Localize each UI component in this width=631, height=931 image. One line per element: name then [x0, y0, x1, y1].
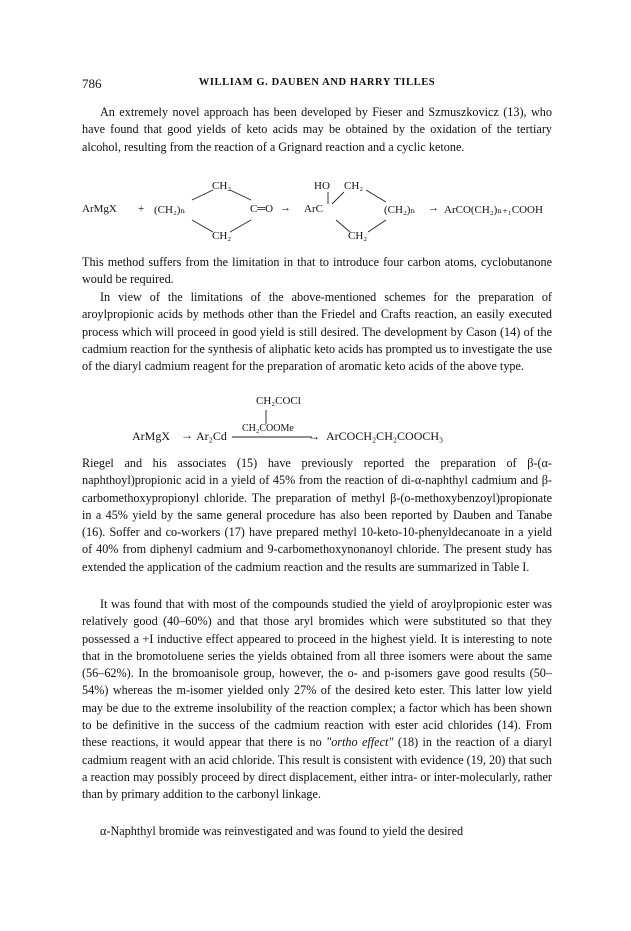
scheme1-product: ArCO(CH₂)ₙ₊₁COOH	[444, 204, 543, 216]
scheme1-arrow-1: →	[280, 202, 291, 214]
scheme1-ketone-bottom: CH₂	[212, 230, 232, 242]
scheme2-arrow-label: CH₂COOMe	[242, 423, 294, 434]
results-text-start: It was found that with most of the compounds studied the yield of aroylpropionic ester was relatively good (40–60%) and that those aryl bromides which were substituted so that they possessed a +I inductive effect appeared to proceed in the highest yield. It is interesting to note that in the bromotoluene series the yields obtained from all three isomers were about the same (56–62%). In the bromoanisole group, however, the o- and p-isomers gave good results (50–54%) whereas the m-isomer yielded only 27% of the desired keto ester. This latter low yield may be due to the extreme insolubility of the reaction complex; a factor which has been shown to be definitive in the success of the cadmium reaction with ester acid chlorides (14). From these reactions, it would appear that there is no	[82, 597, 552, 750]
scheme1-alcohol-carbon: ArC	[304, 203, 323, 215]
scheme1-alcohol-ring-right: (CH₂)ₙ	[384, 204, 416, 216]
ortho-effect-term: "ortho effect"	[326, 735, 394, 750]
paragraph-previous-reports: Riegel and his associates (15) have previously reported the preparation of β-(α-naphthoyl)propionic acid in a yield of 45% from the reaction of di-α-naphthyl cadmium and β-carbomethoxypropionyl chloride. The preparation of methyl β-(o-methoxybenzoyl)propionate in a 45% yield by the same general procedure has also been reported by Dauben and Tanabe (16). Soffer and co-workers (17) have prepared methyl 10-keto-10-phenyldecanoate in a yield of 40% from diphenyl cadmium and 9-carbomethoxynonanoyl chloride. The present study has extended the application of the cadmium reaction and the results are summarized in Table I.	[82, 456, 552, 574]
scheme1-arrow-2: →	[428, 202, 439, 214]
paragraph-results-discussion	[82, 596, 552, 804]
scheme1-alcohol-ch2-top: CH₂	[344, 180, 364, 192]
scheme1-plus: +	[138, 203, 145, 215]
scheme2-acid-chloride-top: CH₂COCl	[256, 395, 301, 407]
scheme1-ketone-ring-left: (CH₂)ₙ	[154, 204, 186, 216]
scheme-cadmium-reaction	[82, 394, 552, 450]
scheme1-carbonyl: C═O	[250, 203, 274, 215]
paragraph-fieser-approach: An extremely novel approach has been developed by Fieser and Szmuszkovicz (13), who have found that good yields of keto acids may be obtained by the oxidation of the tertiary alcohol, resulting from the reaction of a Grignard reaction and a cyclic ketone.	[82, 105, 552, 154]
scheme1-reagent: ArMgX	[82, 203, 117, 215]
scheme2-product: ArCOCH₂CH₂COOCH₃	[326, 429, 444, 443]
page-number: 786	[82, 76, 102, 91]
scheme2-arrow-2: →	[308, 429, 320, 443]
paragraph-naphthyl: α-Naphthyl bromide was reinvestigated and was found to yield the desired	[100, 824, 464, 838]
paragraph-limitation: This method suffers from the limitation in that to introduce four carbon atoms, cyclobutanone would be required.	[82, 255, 552, 287]
scheme-cyclic-ketone-grignard	[82, 180, 552, 250]
scheme1-alcohol-ch2-bottom: CH₂	[348, 230, 368, 242]
scheme2-arrow-1: →	[181, 428, 193, 442]
scheme1-ketone-top: CH₂	[212, 180, 232, 192]
scheme2-intermediate: Ar₂Cd	[196, 429, 227, 443]
running-head: WILLIAM G. DAUBEN AND HARRY TILLES	[198, 77, 436, 88]
scheme2-reagent: ArMgX	[132, 429, 170, 443]
page-header	[82, 76, 552, 96]
scheme1-alcohol-ho: HO	[314, 180, 330, 192]
results-text-end: (18) in the reaction of a diaryl cadmium reagent with an acid chloride. This result is consistent with evidence (19, 20) that such a reaction may possibly proceed by direct displacement, either intra- or inter-molecularly, rather than by primary addition to the carbonyl linkage.	[82, 735, 552, 802]
paragraph-cadmium-motivation: In view of the limitations of the above-mentioned schemes for the preparation of aroylpropionic acids by methods other than the Friedel and Crafts reaction, an easily executed process which will proceed in good yield is still desired. The development by Cason (14) of the cadmium reaction for the synthesis of aliphatic keto acids has prompted us to investigate the use of the diaryl cadmium reagent for the preparation of aromatic keto acids of the above type.	[82, 290, 552, 374]
